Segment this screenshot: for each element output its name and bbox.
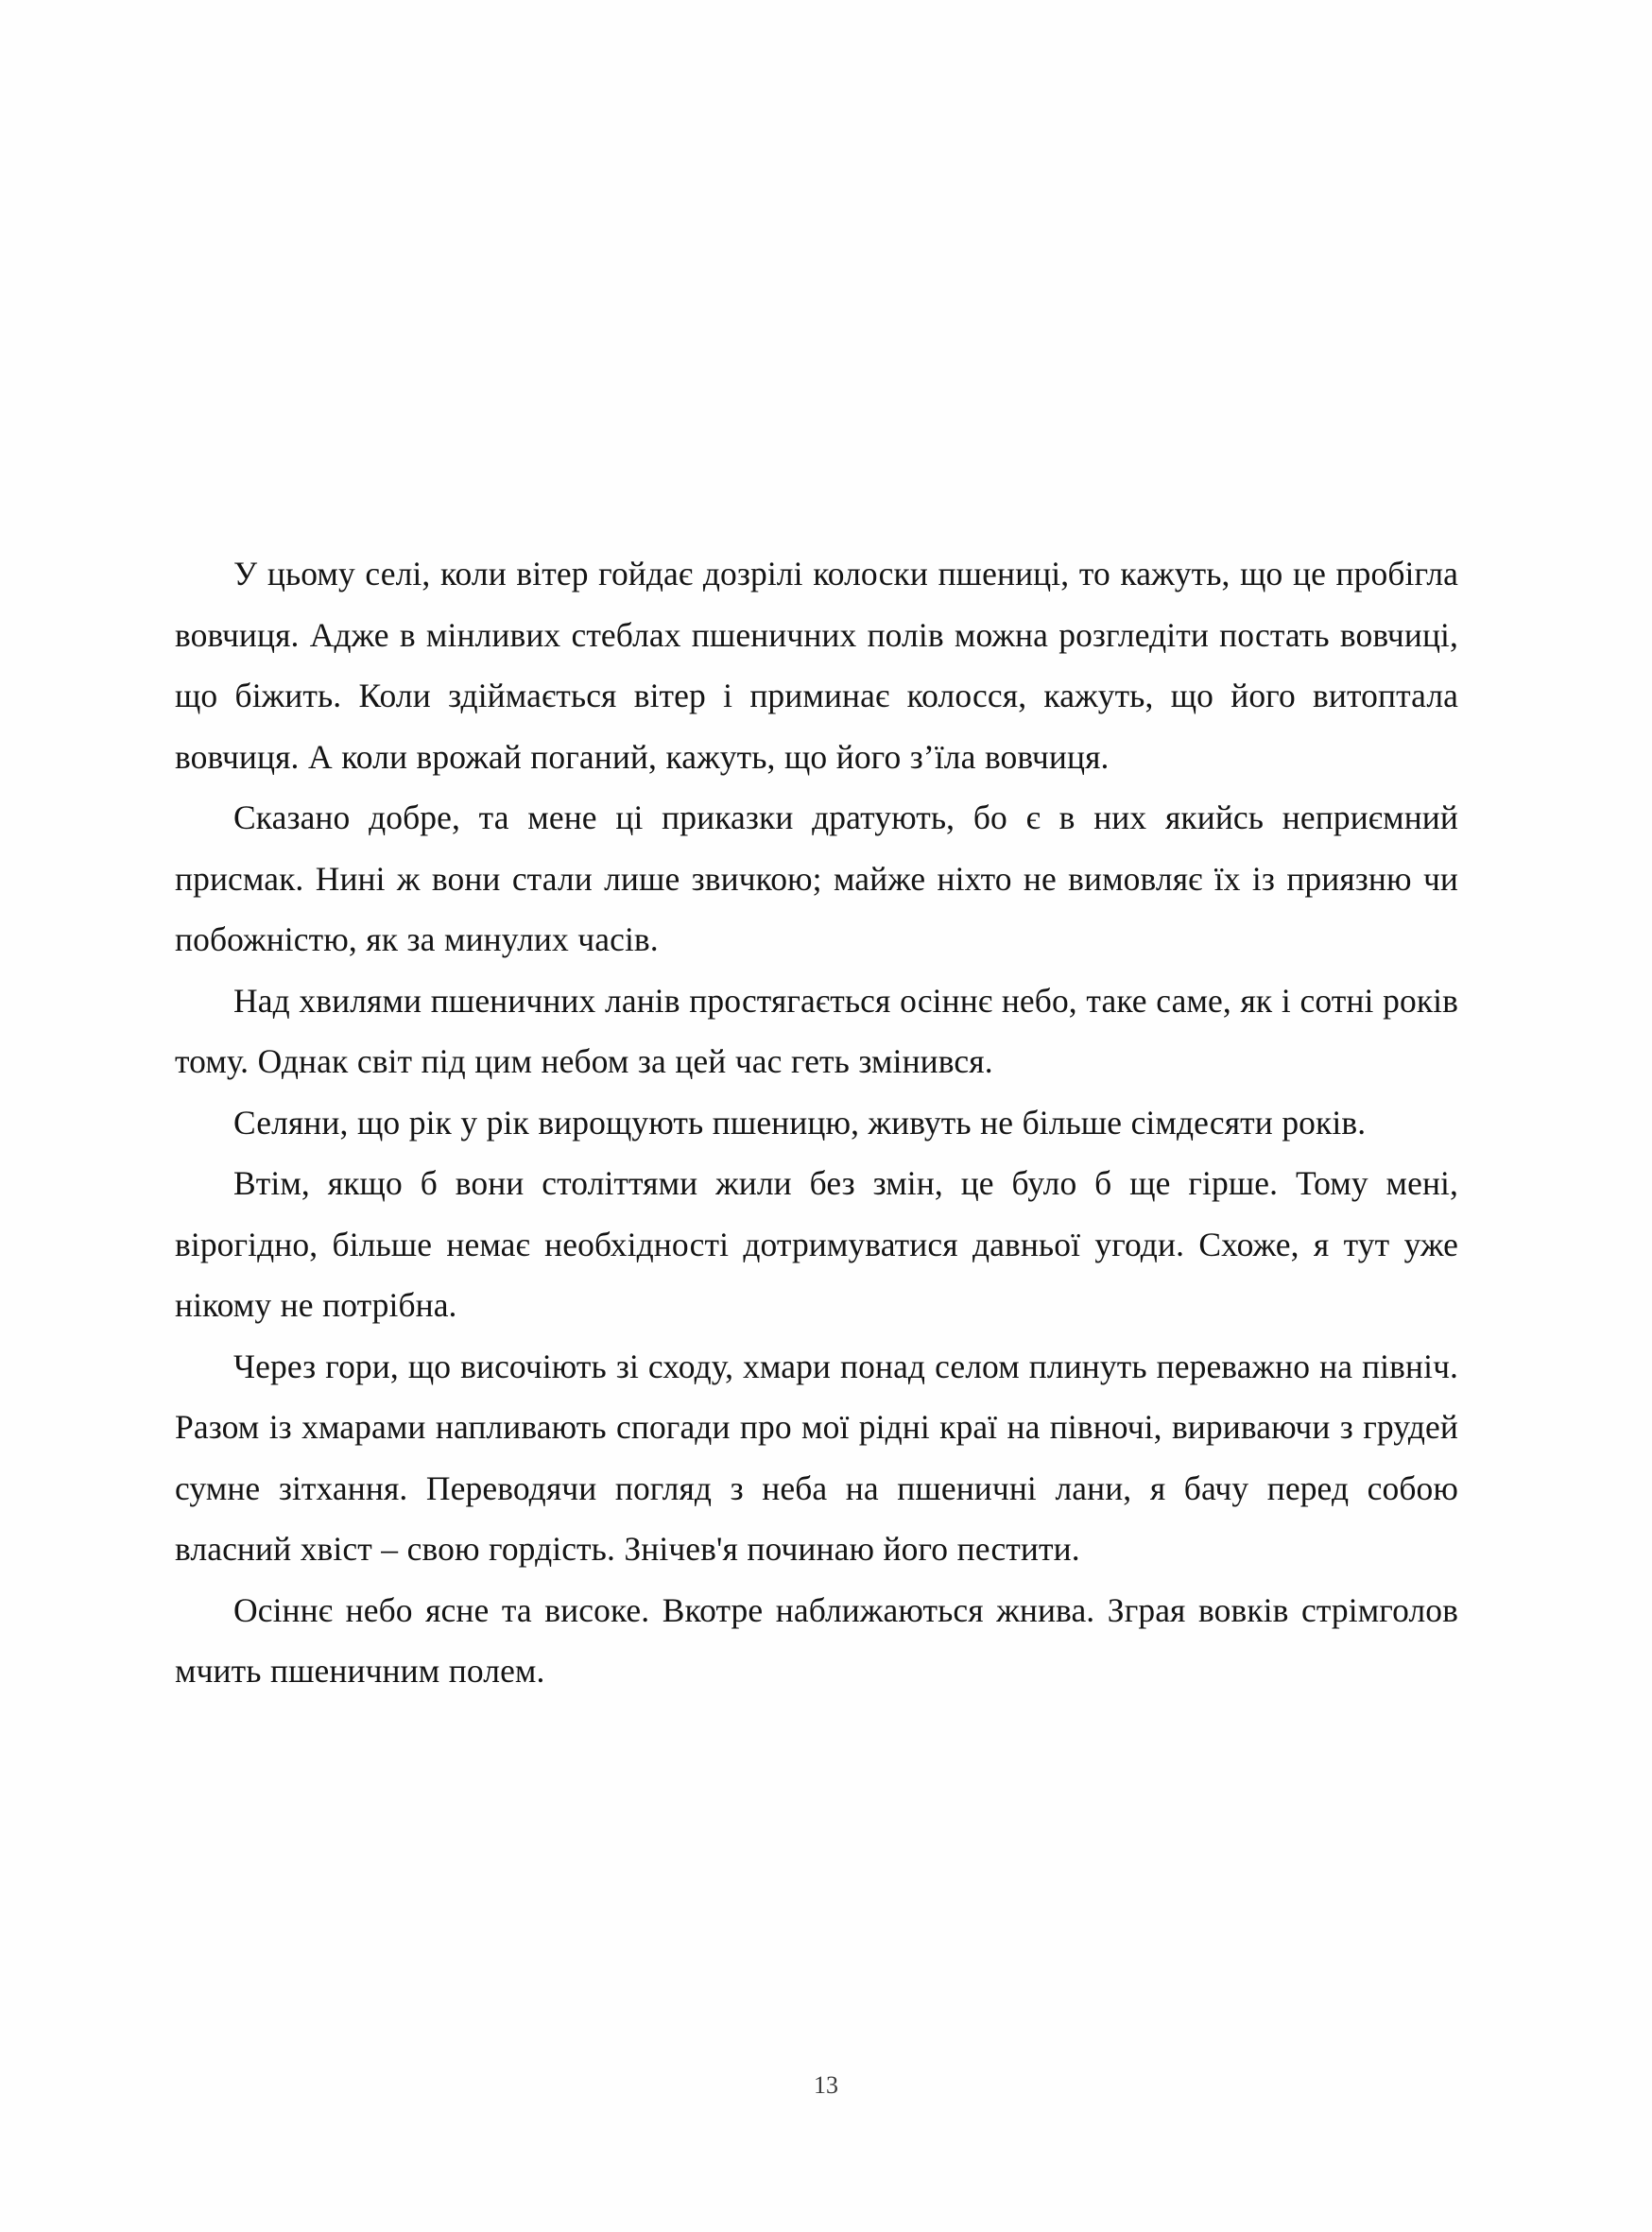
paragraph: Осіннє небо ясне та високе. Вкотре наближаються жнива. Зграя вовків стрімголов мчить пшеничним полем. (175, 1590, 1458, 1690)
paragraph: Втім, якщо б вони століттями жили без змін, це було б ще гірше. Тому мені, вірогідно, більше немає необхідності дотримуватися давньої угоди. Схоже, я тут уже нікому не потрібна. (175, 1164, 1458, 1324)
paragraph: Сказано добре, та мене ці приказки дратують, бо є в них якийсь неприємний присмак. Нині ж вони стали лише звичкою; майже ніхто не вимовляє їх із приязню чи побожністю, як за минулих часів. (175, 798, 1458, 958)
paragraph: Через гори, що височіють зі сходу, хмари понад селом плинуть переважно на північ. Разом із хмарами напливають спогади про мої рідні краї на півночі, вириваючи з грудей сумне зітхання. Переводячи погляд з неба на пшеничні лани, я бачу перед собою власний хвіст – свою гордість. Знічев'я починаю його пестити. (175, 1347, 1458, 1568)
paragraph: Над хвилями пшеничних ланів простягається осіннє небо, таке саме, як і сотні років тому. Однак світ під цим небом за цей час геть змінився. (175, 981, 1458, 1080)
paragraph: Селяни, що рік у рік вирощують пшеницю, живуть не більше сімдесяти років. (233, 1103, 1367, 1142)
page-number: 13 (814, 2071, 838, 2099)
page-text-block (175, 543, 1458, 1702)
paragraph: У цьому селі, коли вітер гойдає дозрілі колоски пшениці, то кажуть, що це пробігла вовчиця. Адже в мінливих стеблах пшеничних полів можна розгледіти постать вовчиці, що біжить. Коли здіймається вітер і приминає колосся, кажуть, що його витоптала вовчиця. А коли врожай поганий, кажуть, що його з’їла вовчиця. (175, 555, 1458, 776)
